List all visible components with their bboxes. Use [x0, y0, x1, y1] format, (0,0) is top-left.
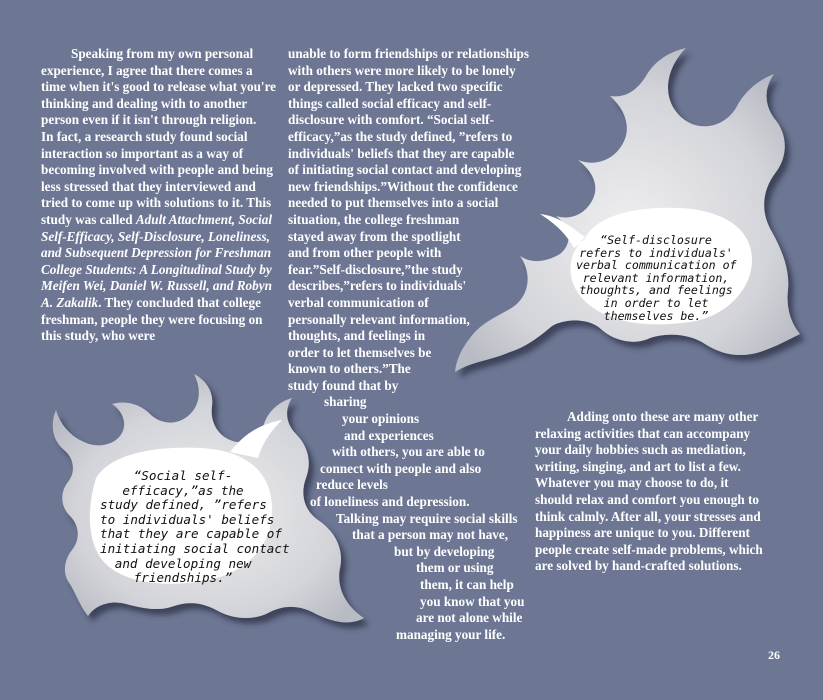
col3-line-10: are solved by hand-crafted solutions. — [535, 558, 742, 574]
col2-line-28: of loneliness and depression. — [310, 494, 470, 510]
col3-line-8: happiness are unique to you. Different — [535, 525, 750, 541]
quote2-line-8: friendships.” — [133, 570, 233, 586]
col2-line-29: Talking may require social skills — [336, 510, 518, 526]
col2-line-19: order to let themselves be — [288, 344, 432, 360]
quote2-line-1: “Social self- — [133, 468, 233, 483]
col1-line-5: person even if it isn't through religion. — [41, 112, 257, 128]
col2-line-14: fear.”Self-disclosure,”the study — [288, 261, 463, 277]
quote2-line-2: efficacy,”as the — [122, 482, 244, 498]
quote1-line-1: “Self-disclosure — [600, 233, 712, 247]
pull-quote-self-disclosure — [576, 234, 736, 322]
col2-line-18: thoughts, and feelings in — [288, 328, 426, 344]
study-title-part-3: and Subsequent Depression for Freshman — [41, 245, 272, 261]
col3-line-5: Whatever you may choose to do, it — [535, 475, 729, 491]
col2-line-12: stayed away from the spotlight — [288, 228, 461, 244]
article-column-1 — [41, 46, 281, 345]
col2-line-13: and from other people with — [288, 245, 442, 261]
after-title-text: . They concluded that college — [98, 294, 261, 310]
col2-line-25: with others, you are able to — [332, 444, 485, 460]
col3-line-1: Adding onto these are many other — [567, 409, 759, 424]
col1-line-18: this study, who were — [41, 328, 156, 344]
col1-line-8: becoming involved with people and being — [41, 162, 273, 178]
col1-line-7: interaction so important as a way of — [41, 145, 244, 161]
col2-line-1: unable to form friendships or relationships — [288, 46, 529, 61]
col2-line-22: sharing — [324, 394, 367, 410]
col1-line-16 — [41, 295, 281, 312]
col3-line-4: writing, singing, and art to list a few. — [535, 458, 741, 474]
col2-line-16: verbal communication of — [288, 294, 429, 310]
col2-line-11: situation, the college freshman — [288, 211, 460, 227]
quote2-line-7: and developing new — [114, 555, 252, 571]
study-title-part-6: A. Zakalik — [41, 294, 99, 310]
quote1-line-7: themselves be.” — [603, 308, 709, 323]
study-title-part-4: College Students: A Longitudinal Study by — [41, 261, 272, 277]
col2-line-27: reduce levels — [316, 477, 388, 493]
col2-line-8: of initiating social contact and developing — [288, 162, 522, 178]
study-title-part-5: Meifen Wei, Daniel W. Russell, and Robyn — [41, 278, 272, 294]
col2-line-9: new friendships.”Without the confidence — [288, 178, 518, 194]
col1-line-1: Speaking from my own personal — [71, 46, 254, 61]
col1-line-17: freshman, people they were focusing on — [41, 311, 263, 327]
article-column-2 — [288, 46, 534, 643]
col2-line-17: personally relevant information, — [288, 311, 470, 327]
study-title-part-2: Self-Efficacy, Self-Disclosure, Loneliness, — [41, 228, 270, 244]
col2-line-24: and experiences — [344, 427, 434, 443]
col2-line-2: with others were more likely to be lonely — [288, 62, 516, 78]
col2-line-7: individuals' beliefs that they are capable — [288, 145, 515, 161]
quote1-line-2: refers to individuals' — [579, 245, 733, 260]
col1-line-6: In fact, a research study found social — [41, 128, 248, 144]
col3-line-9: people create self-made problems, which — [535, 541, 763, 557]
article-column-3 — [535, 409, 767, 575]
quote2-line-6: initiating social contact — [100, 540, 290, 556]
col2-line-3: or depressed. They lacked two specific — [288, 79, 503, 95]
col2-line-23: your opinions — [342, 411, 420, 427]
col2-line-32: them or using — [416, 560, 494, 576]
col1-line-10: tried to come up with solutions to it. This — [41, 195, 272, 211]
col2-line-20: known to others.”The — [288, 361, 411, 377]
col2-line-30: that a person may not have, — [352, 527, 509, 543]
col1-line-2: experience, I agree that there comes a — [41, 62, 253, 78]
quote1-line-3: verbal communication of — [576, 258, 737, 273]
quote1-line-6: in order to let — [603, 295, 709, 310]
col3-line-2: relaxing activities that can accompany — [535, 425, 751, 441]
col2-line-21: study found that by — [288, 377, 399, 393]
col3-line-3: your daily hobbies such as mediation, — [535, 442, 746, 458]
col1-line-4: thinking and dealing with to another — [41, 95, 248, 111]
col2-line-36: managing your life. — [396, 626, 506, 642]
quote1-line-5: thoughts, and feelings — [579, 283, 733, 298]
quote2-line-4: to individuals' beliefs — [100, 511, 275, 527]
col2-line-4: things called social efficacy and self- — [288, 95, 492, 111]
col2-line-26: connect with people and also — [320, 460, 482, 476]
study-called-text: study was called — [41, 211, 133, 227]
study-title-part-1: Adult Attachment, Social — [135, 211, 273, 227]
quote2-line-5: that they are capable of — [100, 526, 282, 542]
page-number: 26 — [768, 648, 780, 662]
col2-line-34: you know that you — [420, 593, 525, 609]
col2-line-35: are not alone while — [416, 610, 523, 626]
col1-line-11 — [41, 212, 281, 229]
col2-line-31: but by developing — [394, 543, 495, 559]
col1-line-9: less stressed that they interviewed and — [41, 178, 256, 194]
col2-line-6: efficacy,”as the study defined, ”refers to — [288, 128, 513, 144]
col2-line-10: needed to put themselves into a social — [288, 195, 499, 211]
col3-line-6: should relax and comfort you enough to — [535, 491, 759, 507]
col1-line-3: time when it's good to release what you're — [41, 79, 277, 95]
quote1-line-4: relevant information, — [582, 270, 730, 285]
col2-line-5: disclosure with comfort. “Social self- — [288, 112, 494, 128]
col2-line-15: describes,”refers to individuals' — [288, 278, 467, 294]
col3-line-7: think calmly. After all, your stresses and — [535, 508, 761, 524]
pull-quote-social-self-efficacy — [100, 468, 290, 586]
col2-line-33: them, it can help — [420, 577, 514, 592]
quote2-line-3: study defined, ”refers — [100, 497, 267, 513]
